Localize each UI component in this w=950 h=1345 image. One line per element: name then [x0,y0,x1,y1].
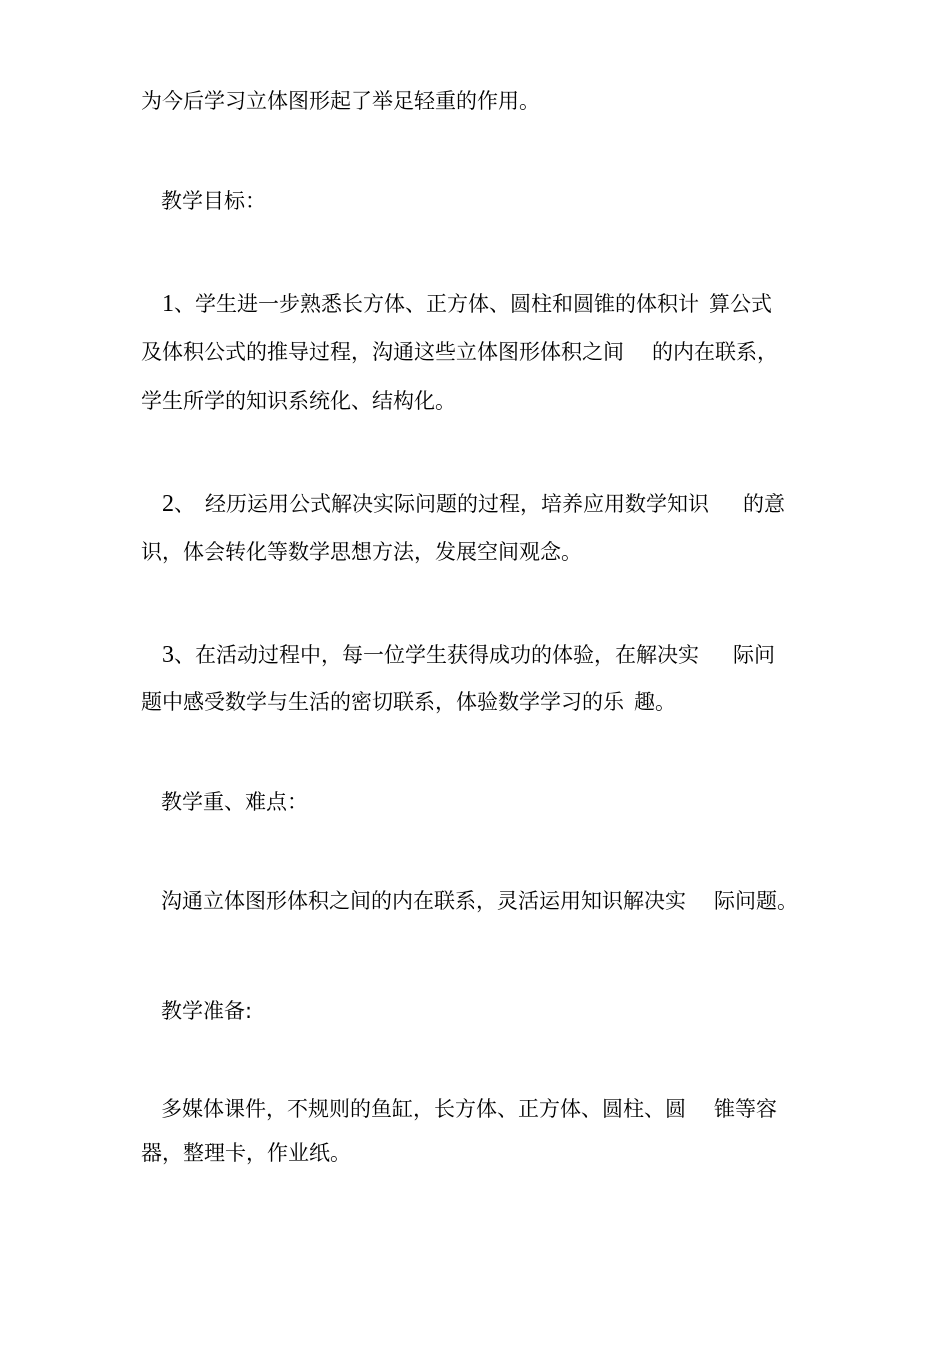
objective-2-line-1 [162,489,785,519]
objective-1-line-2-a: 及体积公式的推导过程，沟通这些立体图形体积之间 [141,340,624,364]
objective-2-number: 2 [162,491,174,517]
preparation-heading: 教学准备: [161,999,253,1023]
objective-1-separator: 、 [174,292,195,316]
objective-1-text-b: 算公式 [709,292,772,316]
objective-1-number: 1 [162,291,174,317]
objective-3-line-2-b: 趣。 [634,690,676,714]
key-points-text-a: 沟通立体图形体积之间的内在联系，灵活运用知识解决实 [161,889,686,913]
objectives-heading: 教学目标： [161,189,266,213]
objective-3-separator: 、 [174,643,195,667]
objective-3-line-1 [162,640,775,670]
objective-3-line-2 [141,687,676,717]
objective-3-text-b: 际问 [733,643,775,667]
preparation-line-1-b: 锥等容 [714,1097,777,1121]
objective-1-text-a: 学生进一步熟悉长方体、正方体、圆柱和圆锥的体积计 [195,292,699,316]
objective-3-text-a: 在活动过程中，每一位学生获得成功的体验，在解决实 [195,643,699,667]
objective-1-line-3: 学生所学的知识系统化、结构化。 [141,389,456,413]
objective-3-line-2-a: 题中感受数学与生活的密切联系，体验数学学习的乐 [141,690,624,714]
preparation-line-1 [161,1094,777,1124]
preparation-line-1-a: 多媒体课件，不规则的鱼缸，长方体、正方体、圆柱、圆 [161,1097,686,1121]
objective-2-line-2: 识，体会转化等数学思想方法，发展空间观念。 [141,540,582,564]
key-points-text [161,886,798,916]
preparation-line-2: 器，整理卡，作业纸。 [141,1141,351,1165]
objective-1-line-2-b: 的内在联系， [652,340,778,364]
objective-3-number: 3 [162,642,174,668]
key-points-heading: 教学重、难点： [161,790,308,814]
objective-1-line-1 [162,289,772,319]
key-points-text-b: 际问题。 [714,889,798,913]
intro-line: 为今后学习立体图形起了举足轻重的作用。 [141,89,540,113]
objective-2-text-b: 的意 [743,492,785,516]
objective-2-separator: 、 [174,492,195,516]
objective-2-text-a: 经历运用公式解决实际问题的过程，培养应用数学知识 [205,492,709,516]
objective-1-line-2 [141,337,778,367]
